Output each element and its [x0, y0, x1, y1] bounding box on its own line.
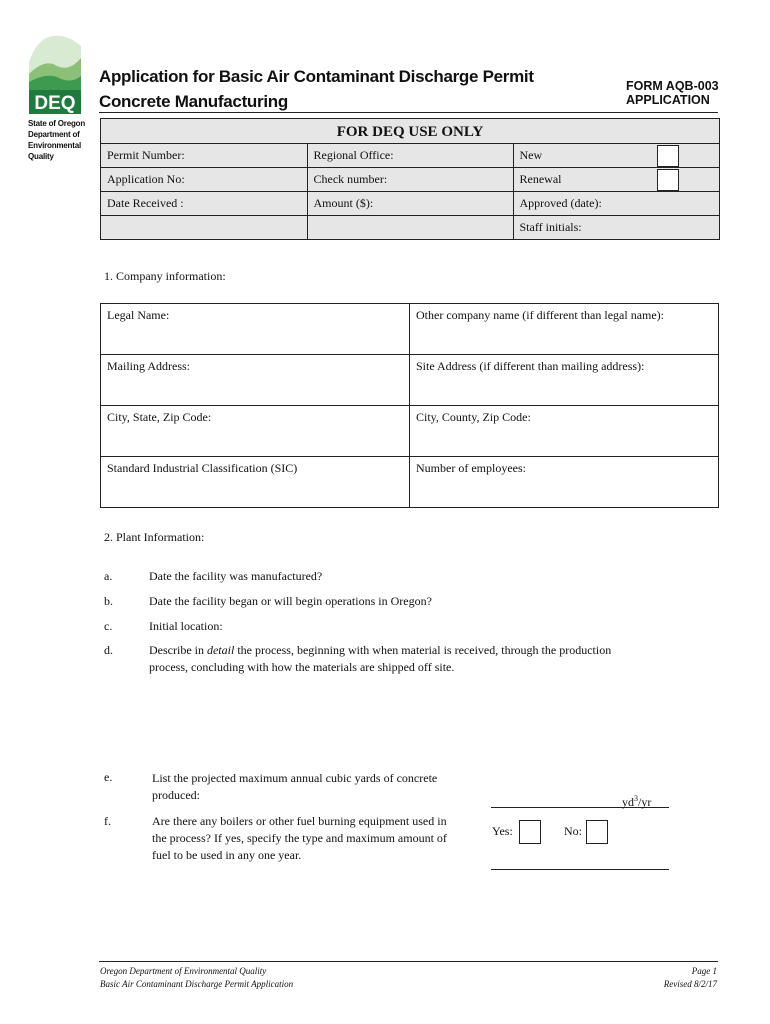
question-c-label: c. — [104, 619, 113, 633]
approved-date-field[interactable]: Approved (date): — [513, 192, 719, 216]
question-f-label: f. — [104, 814, 111, 828]
question-e-line1: List the projected maximum annual cubic yards of concrete — [152, 771, 438, 785]
check-number-field[interactable]: Check number: — [307, 168, 513, 192]
amount-field[interactable]: Amount ($): — [307, 192, 513, 216]
question-b-text: Date the facility began or will begin operations in Oregon? — [149, 594, 432, 608]
renewal-label: Renewal — [519, 172, 562, 186]
site-address-field[interactable]: Site Address (if different than mailing address): — [410, 355, 719, 406]
city-state-zip-field[interactable]: City, State, Zip Code: — [101, 406, 410, 457]
deq-logo — [27, 32, 83, 116]
question-d-text-line2: process, concluding with how the materials are shipped off site. — [149, 660, 455, 674]
form-type: APPLICATION — [626, 93, 710, 107]
company-info-table — [100, 303, 719, 508]
question-d-text — [149, 642, 689, 676]
footer-form-name: Basic Air Contaminant Discharge Permit Application — [100, 979, 294, 989]
agency-line: State of Oregon — [28, 119, 86, 128]
unit-base: yd — [622, 795, 634, 809]
footer-divider — [99, 961, 718, 962]
question-e-label: e. — [104, 770, 113, 784]
renewal-checkbox[interactable] — [657, 169, 679, 191]
yes-label: Yes: — [492, 824, 513, 838]
agency-line: Environmental — [28, 141, 81, 150]
form-id: FORM AQB-003 — [626, 79, 719, 93]
application-no-field[interactable]: Application No: — [101, 168, 307, 192]
legal-name-field[interactable]: Legal Name: — [101, 304, 410, 355]
question-d-emphasis: detail — [206, 643, 235, 657]
empty-cell — [101, 216, 307, 240]
question-c-text: Initial location: — [149, 619, 223, 633]
question-a-label: a. — [104, 569, 113, 583]
revision-date: Revised 8/2/17 — [663, 979, 717, 989]
mailing-address-field[interactable]: Mailing Address: — [101, 355, 410, 406]
empty-cell — [307, 216, 513, 240]
header-divider — [99, 112, 718, 113]
section-company-heading: 1. Company information: — [104, 269, 226, 283]
unit-suffix: /yr — [638, 795, 652, 809]
footer-left — [100, 965, 293, 991]
question-a-text: Date the facility was manufactured? — [149, 569, 323, 583]
question-d-text-post: the process, beginning with when material is received, through the production — [234, 643, 612, 657]
footer-right — [664, 965, 717, 991]
question-f-line1: Are there any boilers or other fuel burning equipment used in — [152, 814, 447, 828]
regional-office-field[interactable]: Regional Office: — [307, 144, 513, 168]
footer-agency: Oregon Department of Environmental Quality — [100, 966, 267, 976]
logo-text: DEQ — [34, 93, 76, 114]
no-checkbox[interactable] — [586, 820, 608, 844]
agency-line: Department of — [28, 130, 80, 139]
question-f-line3: fuel to be used in any one year. — [152, 848, 302, 862]
page-number: Page 1 — [691, 966, 717, 976]
cubic-yards-input-line[interactable] — [491, 807, 669, 808]
question-f-line2: the process? If yes, specify the type and maximum amount of — [152, 831, 447, 845]
agency-line: Quality — [28, 152, 54, 161]
no-label: No: — [564, 824, 582, 838]
new-label: New — [519, 148, 543, 162]
new-checkbox[interactable] — [657, 145, 679, 167]
agency-name — [28, 118, 85, 162]
yes-checkbox[interactable] — [519, 820, 541, 844]
question-b-label: b. — [104, 594, 113, 608]
deq-use-heading: FOR DEQ USE ONLY — [101, 119, 719, 144]
permit-number-field[interactable]: Permit Number: — [101, 144, 307, 168]
city-county-zip-field[interactable]: City, County, Zip Code: — [410, 406, 719, 457]
question-d-label: d. — [104, 643, 113, 657]
other-company-name-field[interactable]: Other company name (if different than legal name): — [410, 304, 719, 355]
deq-use-only-table — [100, 118, 720, 240]
renewal-cell — [513, 168, 719, 192]
unit-exponent: 3 — [634, 794, 638, 803]
page-title: Application for Basic Air Contaminant Discharge Permit — [99, 67, 534, 86]
number-of-employees-field[interactable]: Number of employees: — [410, 457, 719, 508]
question-f-text — [152, 813, 482, 864]
section-plant-heading: 2. Plant Information: — [104, 530, 205, 544]
question-e-line2: produced: — [152, 788, 200, 802]
sic-field[interactable]: Standard Industrial Classification (SIC) — [101, 457, 410, 508]
question-d-text-pre: Describe in — [149, 643, 207, 657]
new-cell — [513, 144, 719, 168]
date-received-field[interactable]: Date Received : — [101, 192, 307, 216]
fuel-input-line[interactable] — [491, 869, 669, 870]
question-e-text — [152, 770, 482, 804]
page-subtitle: Concrete Manufacturing — [99, 92, 288, 111]
staff-initials-field[interactable]: Staff initials: — [513, 216, 719, 240]
